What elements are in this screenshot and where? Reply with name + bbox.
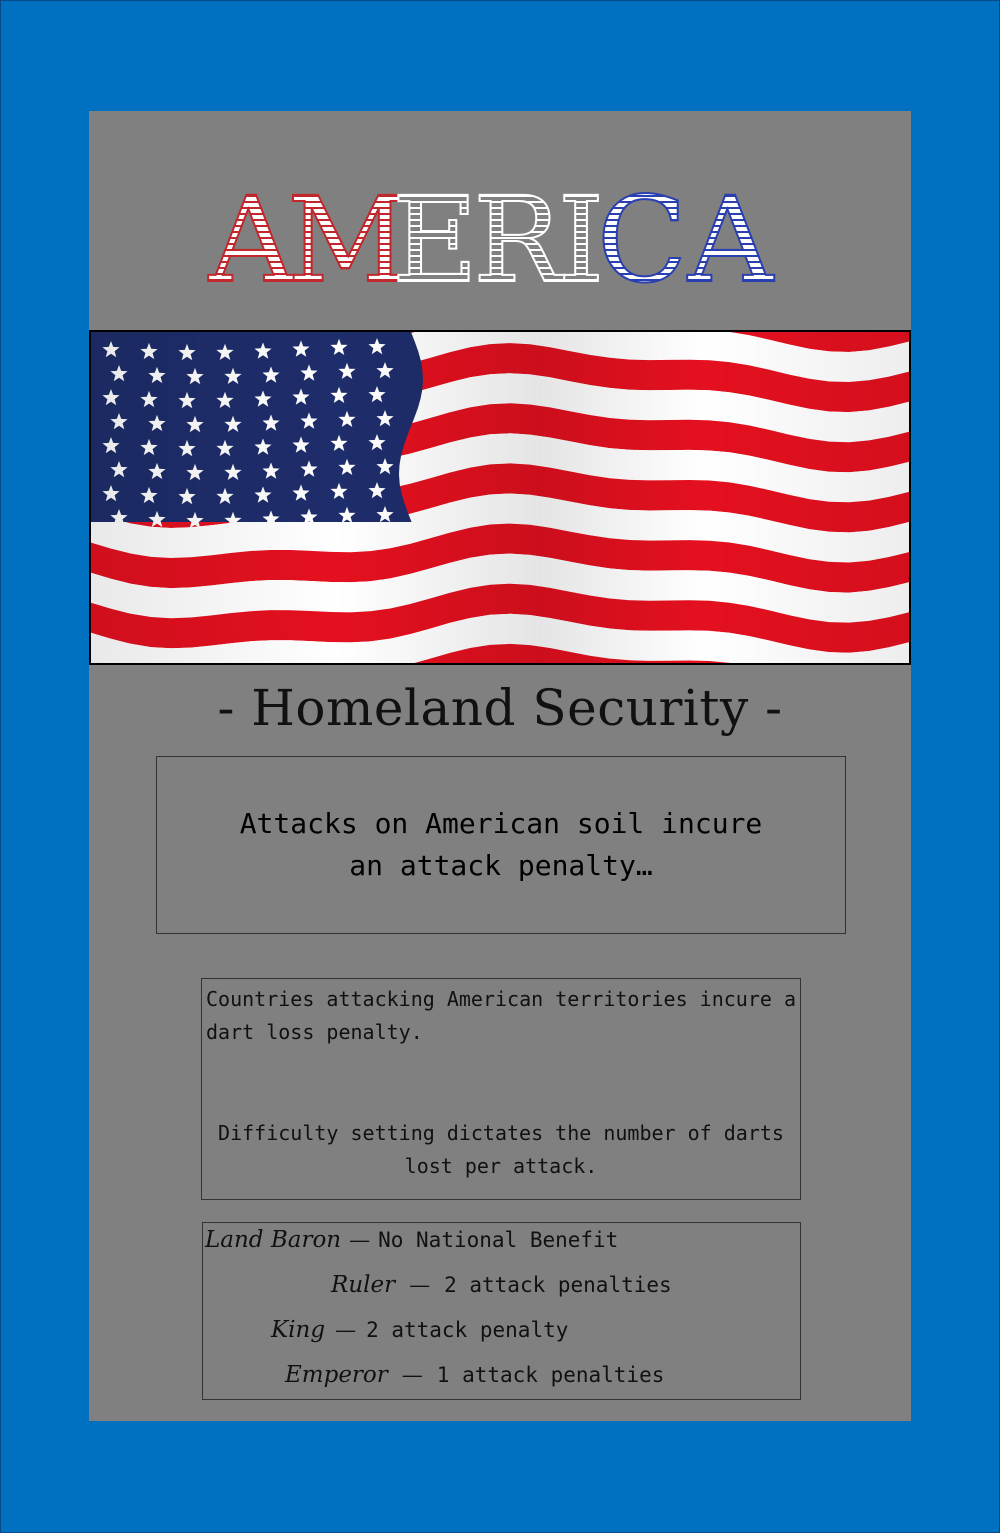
level-dash: —	[335, 1318, 357, 1342]
notice-line-1: Attacks on American soil incure	[239, 807, 763, 840]
level-name: Ruler	[331, 1272, 396, 1298]
us-flag	[89, 330, 911, 665]
level-effect: 2 attack penalty	[366, 1318, 569, 1342]
level-row-king	[271, 1317, 568, 1343]
america-title	[89, 181, 911, 291]
title-letter: C	[596, 181, 688, 291]
title-letter: A	[208, 181, 295, 291]
level-name: King	[271, 1317, 326, 1343]
title-letter: I	[557, 181, 605, 291]
title-letter: A	[687, 181, 774, 291]
us-flag-svg	[91, 332, 909, 663]
card	[89, 111, 911, 1421]
level-dash: —	[409, 1273, 431, 1297]
description-line-1: Countries attacking American territories incure a dart loss penalty.	[206, 987, 797, 1044]
description-box	[201, 978, 801, 1200]
title-letter: E	[391, 181, 479, 291]
level-dash: —	[349, 1228, 371, 1252]
difficulty-levels-box	[202, 1222, 801, 1400]
level-row-land-baron	[205, 1227, 618, 1253]
level-name: Land Baron	[205, 1227, 342, 1253]
america-title-svg	[200, 181, 800, 291]
level-name: Emperor	[285, 1362, 388, 1388]
level-effect: 1 attack penalties	[436, 1363, 665, 1387]
level-row-emperor	[285, 1362, 664, 1388]
title-letter: R	[473, 181, 562, 291]
level-effect: No National Benefit	[378, 1228, 619, 1252]
level-dash: —	[401, 1363, 423, 1387]
notice-text	[240, 803, 763, 887]
notice-line-2: an attack penalty…	[349, 849, 653, 882]
notice-box	[156, 756, 846, 934]
level-row-ruler	[331, 1272, 672, 1298]
description-line-2: Difficulty setting dictates the number of darts lost per attack.	[218, 1121, 784, 1178]
level-effect: 2 attack penalties	[444, 1273, 672, 1297]
title-letter: M	[287, 181, 408, 291]
subtitle-homeland-security: - Homeland Security -	[217, 679, 783, 737]
